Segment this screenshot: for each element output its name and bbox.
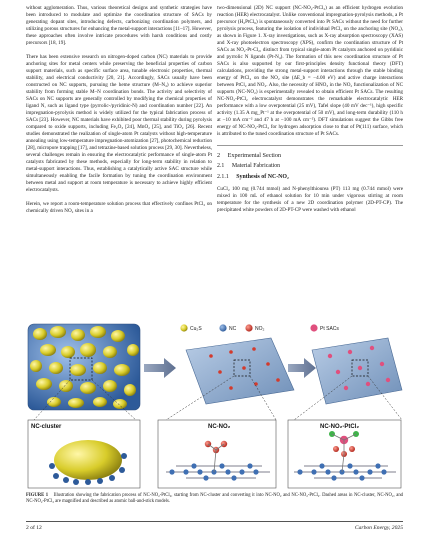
nc-legend-marker [219,324,226,331]
figure-1 [26,320,403,489]
cu2s-legend-marker [180,324,187,331]
no2-legend-marker [245,324,252,331]
section-heading [217,152,403,159]
footer-divider [26,521,403,522]
legend-nc: NC [229,326,237,332]
bottom-panel-nc-cluster [28,420,140,488]
caption-text: Illustration showing the fabrication process of NC-NO₂-PtCl₂, starting from NC-cluster and converting it into NC-NO₂ and NC-NO₂-PtCl₂. Dashed areas in NC-cluster, NC-NO₂, and NC-NO₂-PtCl₂ are magnified and described as atomic ball-and-stick models. [26,493,404,505]
section-divider [217,145,403,146]
caption-label: FIGURE 1 [26,493,49,498]
figure-illustration [26,320,403,489]
subsection-heading [217,163,403,170]
figure-caption [26,493,403,505]
label-nc-no2-ptcl2: NC-NO₂-PtCl₂ [320,424,359,430]
legend-no2: NO₂ [255,326,265,332]
bottom-panel-nc-no2 [158,420,276,488]
left-column [26,5,212,215]
nc-no2-ptcl2-sheet [312,338,402,404]
subsubsection-number: 2.1.1 [217,174,229,180]
pt-legend-marker [310,324,317,331]
nc-no2-ptcl2-panel [312,338,402,404]
right-paragraph-2: CuCl₂ 100 mg (0.744 mmol) and N-phenylthiourea (PT) 113 mg (0.744 mmol) were mixed in 100 mL of ethanol solution for 10 min under vigorous stirring at room temperature for the synthesis of a new 2D coordination polymer (2D-PT-CP). The precipitated white powders of 2D-PT-CP were washed with ethanol [217,186,403,213]
section-number: 2 [217,152,221,159]
legend-cu2s: Cu₂S [190,326,202,332]
subsection-number: 2.1 [217,163,225,169]
left-paragraph-3: Herein, we report a room-temperature solution process that effectively confines PtCl₂ on chemically driven NO₂ sites in a [26,201,212,214]
subsubsection-heading [217,174,403,181]
left-paragraph-2: There has been extensive research on nitrogen-doped carbon (NC) materials to provide anchoring sites for metal centers while preserving the beneficial properties of carbon support materials, such as specific surface area, tunable electronic properties, thermal stability, and electrical conductivity [20, 21]. Accordingly, SACs usually have been constructed on NC supports, pursuing the heme structure (M–N₄) to achieve superior stability from forming stable M–N coordination bonds. The activity and selectivity of SACs on NC supports are generally controlled by modifying the chemical properties of ligand N, such as ligand type (pyrrolic-/pyridinic-N) and coordination number [22]. An impregnation-pyrolysis method is widely utilized for the typical fabrication process of SACs [23]. However, NC materials have exhibited poor thermal stability during pyrolysis compared to oxide supports, including Fe₂O₃ [24], MnO₂ [25], and TiO₂ [26]. Recent studies demonstrated the realization of single-atom Pt catalysts without high-temperature annealing using low-temperature impregnation-atomization [27], photochemical reduction [28], micropore trapping [17], and tetrazine-based solution process [29, 30]. Nevertheless, several challenges remain in ensuring the electrocatalytic performance of single-atom Pt catalysts fabricated by these methods, especially for long-term stability in relation to metal-support interactions. Thus, establishing a catalytically active SAC structure while simultaneously enabling the facile formation by tuning the coordination environment between metal and support at room temperature is necessary to achieve highly efficient electrocatalysts. [26,54,212,193]
bottom-panel-nc-no2-ptcl2 [288,420,401,488]
page-number: 2 of 12 [26,525,42,531]
label-nc-cluster: NC-cluster [31,424,62,430]
nc-cluster-panel [28,324,140,410]
process-arrow-2 [288,358,316,378]
subsubsection-title: Synthesis of NC-NO₂ [236,174,289,180]
journal-name: Carbon Energy, 2025 [354,525,403,531]
right-paragraph-1: two-dimensional (2D) NC support (NC-NO₂-PtCl₂) as an efficient hydrogen evolution reaction (HER) electrocatalyst. Unlike conventional impregnation-pyrolysis methods, a Pt precursor (H₂PtCl₆) is spontaneously converted into Pt SACs without the need for further pyrolysis process, featuring the isolation of individual PtCl₂ on the anchoring site (NO₂), as shown in Figure 1. X-ray investigations, such as X-ray absorption spectroscopy (XAS) and X-ray photoelectron spectroscopy (XPS), confirm the coordination structure of Pt SACs as NO₂-Pt-Cl₂, distinct from typical single-atom Pt catalysts anchored on pyridinic and pyrrolic N ligands (Pt-N₄). The formation of this new coordination structure of Pt SACs is also supported by our first-principles density functional theory (DFT) calculations, providing the strong metal-support interactions through the stable binding energy of PtCl₂ on the NO₂ site (ΔE_b = −4.00 eV) and active charge interactions between PtCl₂ and NO₂. Also, the necessity of HNO₃ in the NO₂ functionalization of NC supports (NC-NO₂) is experimentally revealed to obtain efficient Pt SACs. The resulting NC-NO₂-PtCl₂ electrocatalyst demonstrates the remarkable electrocatalytic HER performance with a low overpotential (25 mV), Tafel slope (40 mV dec⁻¹), high specific activity (1.35 A mg_Pt⁻¹ at the overpotential of 50 mV), and long-term durability (110 h at −10 mA cm⁻² and 47 h at −100 mA cm⁻²). DFT simulations suggest the Gibbs free energy of NC-NO₂-PtCl₂ for hydrogen adsorption close to that of Pt(111) surface, which is attributed to the tuned coordination structure of Pt SACs. [217,5,403,137]
legend-ptsacs: Pt SACs [320,326,339,332]
subsection-title: Material Fabrication [231,163,281,169]
left-paragraph-1: without agglomeration. Thus, various theoretical designs and synthetic strategies have been introduced to modulate and optimize the coordination structure of SACs by generating dopant sites, introducing defects, carbonizing coordination polymers, and utilizing porous structures for enhancing the metal-support interactions [11–17]. However, these approaches often involve intricate procedures with harsh conditions and costly precursors [18, 19]. [26,5,212,46]
figure-legend [180,324,339,332]
nc-no2-sheet [186,338,294,404]
right-column [217,5,403,214]
label-nc-no2: NC-NO₂ [208,424,231,430]
process-arrow-1 [144,358,176,378]
nc-no2-panel [186,338,294,404]
section-title: Experimental Section [227,152,282,159]
